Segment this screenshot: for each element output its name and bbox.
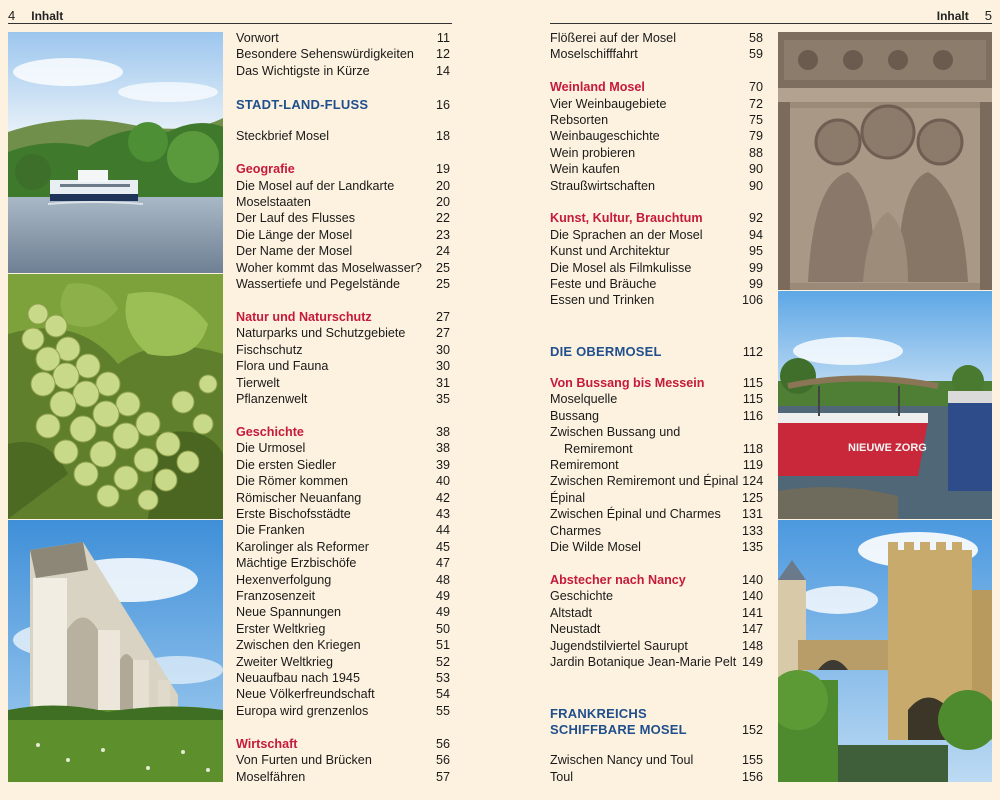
toc-entry[interactable]: Rebsorten 75 [550, 113, 763, 127]
toc-entry[interactable]: Pflanzenwelt 35 [236, 392, 450, 406]
toc-entry[interactable]: Jardin Botanique Jean-Marie Pelt 149 [550, 655, 763, 669]
right-page-header [937, 8, 992, 23]
toc-entry[interactable]: Neue Völkerfreundschaft 54 [236, 687, 450, 702]
toc-entry[interactable]: Tierwelt 31 [236, 375, 450, 390]
toc-entry[interactable]: Die Wilde Mosel 135 [550, 540, 763, 554]
toc-entry[interactable]: Zwischen Remiremont und Épinal 124 [550, 474, 764, 489]
toc-entry[interactable]: Europa wird grenzenlos 55 [236, 703, 450, 718]
toc-entry[interactable]: Karolinger als Reformer 45 [236, 539, 450, 554]
toc-chapter-heading[interactable]: FRANKREICHS SCHIFFBARE MOSEL 152 [550, 706, 763, 737]
left-page-number: 4 [8, 8, 16, 23]
toc-entry[interactable]: Wein kaufen 90 [550, 162, 763, 177]
toc-entry[interactable]: Die Sprachen an der Mosel 94 [550, 227, 763, 242]
photo-aqueduct [8, 520, 223, 782]
toc-entry[interactable]: Von Furten und Brücken 56 [236, 753, 450, 768]
toc-entry[interactable]: Remiremont 119 [550, 458, 763, 472]
toc-entry[interactable]: Mächtige Erzbischöfe 47 [236, 556, 450, 571]
right-page-title: Inhalt [936, 9, 969, 23]
toc-entry[interactable]: Die Mosel als Filmkulisse 99 [550, 260, 763, 275]
toc-entry[interactable]: Moselstaaten 20 [236, 195, 450, 209]
toc-entry[interactable]: Altstadt 141 [550, 605, 763, 620]
right-page-number: 5 [984, 8, 992, 23]
toc-section-heading[interactable]: Weinland Mosel 70 [550, 80, 763, 95]
toc-entry[interactable]: Wassertiefe und Pegelstände 25 [236, 277, 450, 291]
photo-river-ship [8, 32, 223, 273]
photo-grapes [8, 274, 223, 519]
toc-entry[interactable]: Geschichte 140 [550, 589, 763, 604]
toc-entry[interactable]: Zwischen Nancy und Toul 155 [550, 753, 763, 768]
toc-entry[interactable]: Moselfähren 57 [236, 769, 450, 784]
toc-entry[interactable]: Jugendstilviertel Saurupt 148 [550, 638, 763, 653]
toc-entry[interactable]: Die Mosel auf der Landkarte 20 [236, 178, 450, 193]
toc-entry[interactable]: Flößerei auf der Mosel 58 [550, 31, 763, 45]
toc-entry[interactable]: Kunst und Architektur 95 [550, 244, 763, 259]
toc-entry[interactable]: Besondere Sehenswürdigkeiten 12 [236, 47, 450, 62]
toc-entry[interactable]: Die ersten Siedler 39 [236, 457, 450, 472]
toc-section-heading[interactable]: Von Bussang bis Messein 115 [550, 376, 763, 390]
toc-entry[interactable]: Straußwirtschaften 90 [550, 178, 763, 193]
toc-entry[interactable]: Vorwort 11 [236, 31, 450, 45]
toc-entry[interactable]: Toul 156 [550, 769, 763, 784]
toc-entry[interactable]: Zwischen Épinal und Charmes 131 [550, 507, 763, 522]
toc-section-heading[interactable]: Kunst, Kultur, Brauchtum 92 [550, 211, 763, 226]
toc-entry[interactable]: Bussang 116 [550, 408, 763, 423]
left-page-title: Inhalt [31, 9, 64, 23]
toc-entry[interactable]: Moselschifffahrt 59 [550, 47, 763, 62]
toc-section-heading[interactable]: Wirtschaft 56 [236, 737, 450, 751]
left-page-header [8, 8, 63, 23]
photo-houseboat [778, 291, 992, 519]
toc-section-heading[interactable]: Natur und Naturschutz 27 [236, 310, 450, 324]
toc-entry[interactable]: Woher kommt das Moselwasser? 25 [236, 260, 450, 275]
left-header-rule [8, 23, 452, 24]
toc-entry[interactable]: Neustadt 147 [550, 622, 763, 637]
toc-entry[interactable]: Hexenverfolgung 48 [236, 572, 450, 587]
toc-entry[interactable]: Erste Bischofsstädte 43 [236, 507, 450, 521]
toc-section-heading[interactable]: Geografie 19 [236, 162, 450, 177]
toc-entry[interactable]: Épinal 125 [550, 490, 763, 505]
toc-entry[interactable]: Römischer Neuanfang 42 [236, 490, 450, 505]
toc-entry[interactable]: Wein probieren 88 [550, 145, 763, 160]
toc-entry[interactable]: Fischschutz 30 [236, 342, 450, 357]
toc-entry[interactable]: Vier Weinbaugebiete 72 [550, 96, 763, 111]
toc-entry[interactable]: Franzosenzeit 49 [236, 589, 450, 603]
toc-entry[interactable]: Flora und Fauna 30 [236, 359, 450, 374]
boat-name-painting: NIEUWE ZORG [848, 442, 927, 454]
toc-entry[interactable]: Erster Weltkrieg 50 [236, 621, 450, 636]
toc-entry[interactable]: Neue Spannungen 49 [236, 605, 450, 620]
toc-entry[interactable]: Zwischen den Kriegen 51 [236, 638, 450, 653]
toc-entry[interactable]: Der Name der Mosel 24 [236, 244, 450, 259]
photo-stone-relief [778, 32, 992, 290]
toc-entry[interactable]: Neuaufbau nach 1945 53 [236, 671, 450, 685]
toc-entry[interactable]: Essen und Trinken 106 [550, 293, 763, 308]
toc-chapter-heading[interactable]: DIE OBERMOSEL 112 [550, 344, 763, 359]
photo-gate-towers [778, 520, 992, 782]
toc-entry[interactable]: Moselquelle 115 [550, 392, 763, 407]
toc-entry[interactable]: Zwischen Bussang und [550, 425, 681, 440]
toc-entry[interactable]: Die Römer kommen 40 [236, 474, 450, 489]
toc-chapter-heading[interactable]: STADT-LAND-FLUSS 16 [236, 97, 450, 112]
toc-entry[interactable]: Die Länge der Mosel 23 [236, 227, 450, 242]
toc-entry[interactable]: Die Urmosel 38 [236, 441, 450, 456]
toc-section-heading[interactable]: Geschichte 38 [236, 425, 450, 439]
toc-entry-continuation[interactable]: Remiremont 118 [564, 441, 763, 456]
toc-entry[interactable]: Feste und Bräuche 99 [550, 277, 763, 291]
toc-entry[interactable]: Der Lauf des Flusses 22 [236, 211, 450, 226]
toc-entry[interactable]: Weinbaugeschichte 79 [550, 129, 763, 144]
toc-entry[interactable]: Naturparks und Schutzgebiete 27 [236, 326, 450, 341]
toc-entry[interactable]: Das Wichtigste in Kürze 14 [236, 63, 450, 78]
toc-entry[interactable]: Steckbrief Mosel 18 [236, 129, 450, 144]
toc-entry[interactable]: Die Franken 44 [236, 523, 450, 538]
toc-section-heading[interactable]: Abstecher nach Nancy 140 [550, 573, 763, 587]
toc-entry[interactable]: Zweiter Weltkrieg 52 [236, 654, 450, 669]
right-header-rule [550, 23, 992, 24]
toc-entry[interactable]: Charmes 133 [550, 523, 763, 538]
